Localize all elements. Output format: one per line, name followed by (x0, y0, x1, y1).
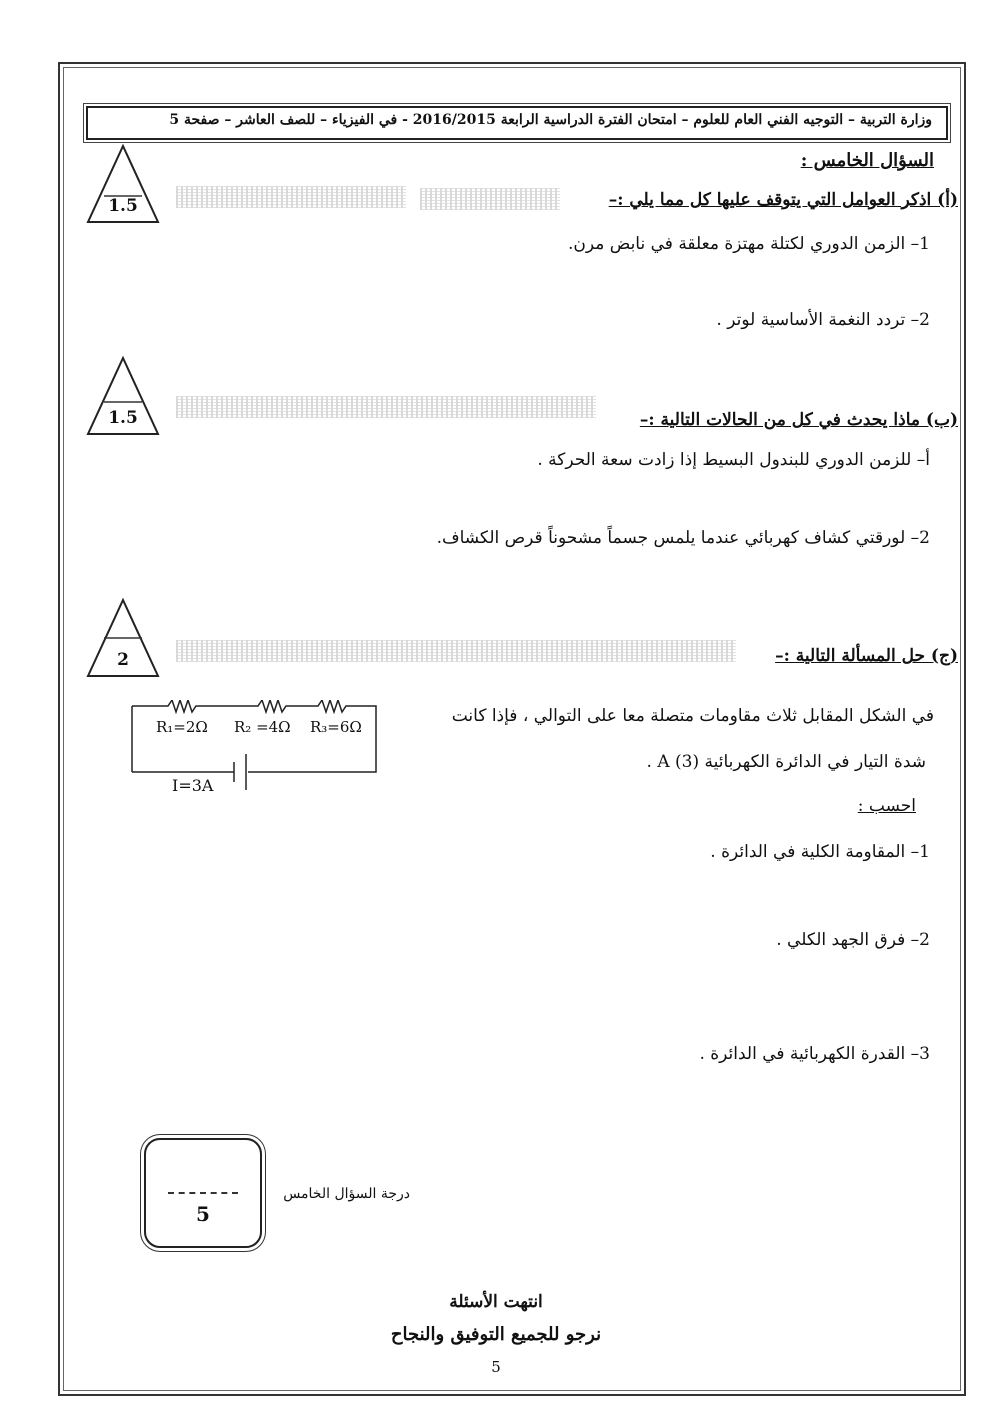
total-score-line (168, 1192, 238, 1194)
part-c-item-2: 2– فرق الجهد الكلي . (776, 930, 930, 950)
part-b-item-2: 2– لورقتي كشاف كهربائي عندما يلمس جسماً مشحوناً قرص الكشاف. (436, 528, 930, 548)
scan-noise (420, 188, 560, 210)
part-b-item-1: أ– للزمن الدوري للبندول البسيط إذا زادت سعة الحركة . (537, 450, 930, 470)
score-c: 2 (117, 650, 129, 670)
page-number: 5 (491, 1358, 501, 1376)
scan-noise (176, 396, 596, 418)
score-b: 1.5 (108, 408, 138, 428)
calculate-label: احسب : (857, 796, 916, 816)
end-of-questions: انتهت الأسئلة (449, 1292, 543, 1312)
part-a-item-1: 1– الزمن الدوري لكتلة مهتزة معلقة في نابض مرن. (567, 234, 930, 254)
current-label: I=3A (172, 776, 214, 795)
part-c-item-3: 3– القدرة الكهربائية في الدائرة . (699, 1044, 930, 1064)
part-c-heading: (ج) حل المسألة التالية :– (775, 646, 958, 666)
score-triangle-b (86, 356, 160, 438)
score-triangle-a (86, 144, 160, 226)
exam-header (86, 106, 948, 140)
total-score-box (144, 1138, 262, 1248)
good-luck-message: نرجو للجميع التوفيق والنجاح (390, 1324, 602, 1345)
problem-text-line-2: شدة التيار في الدائرة الكهربائية A (3) . (646, 752, 926, 772)
resistor-r2-label: R₂ =4Ω (234, 718, 291, 736)
resistor-r3-label: R₃=6Ω (310, 718, 362, 736)
score-a: 1.5 (108, 196, 138, 216)
part-a-item-2: 2– تردد النغمة الأساسية لوتر . (716, 310, 930, 330)
header-text: وزارة التربية – التوجيه الفني العام للعلوم – امتحان الفترة الدراسية الرابعة 2016/2015 - في الفيزياء – للصف العاشر – صفحة 5 (169, 112, 932, 128)
scan-noise (176, 640, 736, 662)
question-title: السؤال الخامس : (800, 150, 934, 171)
part-a-heading: (أ) اذكر العوامل التي يتوقف عليها كل مما يلي :– (608, 190, 958, 210)
problem-text-line-1: في الشكل المقابل ثلاث مقاومات متصلة معا على التوالي ، فإذا كانت (451, 706, 934, 726)
total-score-label: درجة السؤال الخامس (283, 1186, 410, 1202)
score-triangle-c (86, 598, 160, 680)
total-score: 5 (196, 1202, 210, 1226)
part-c-item-1: 1– المقاومة الكلية في الدائرة . (710, 842, 930, 862)
resistor-r1-label: R₁=2Ω (156, 718, 208, 736)
scan-noise (176, 186, 406, 208)
series-circuit-diagram (128, 700, 388, 800)
part-b-heading: (ب) ماذا يحدث في كل من الحالات التالية :– (639, 410, 958, 430)
